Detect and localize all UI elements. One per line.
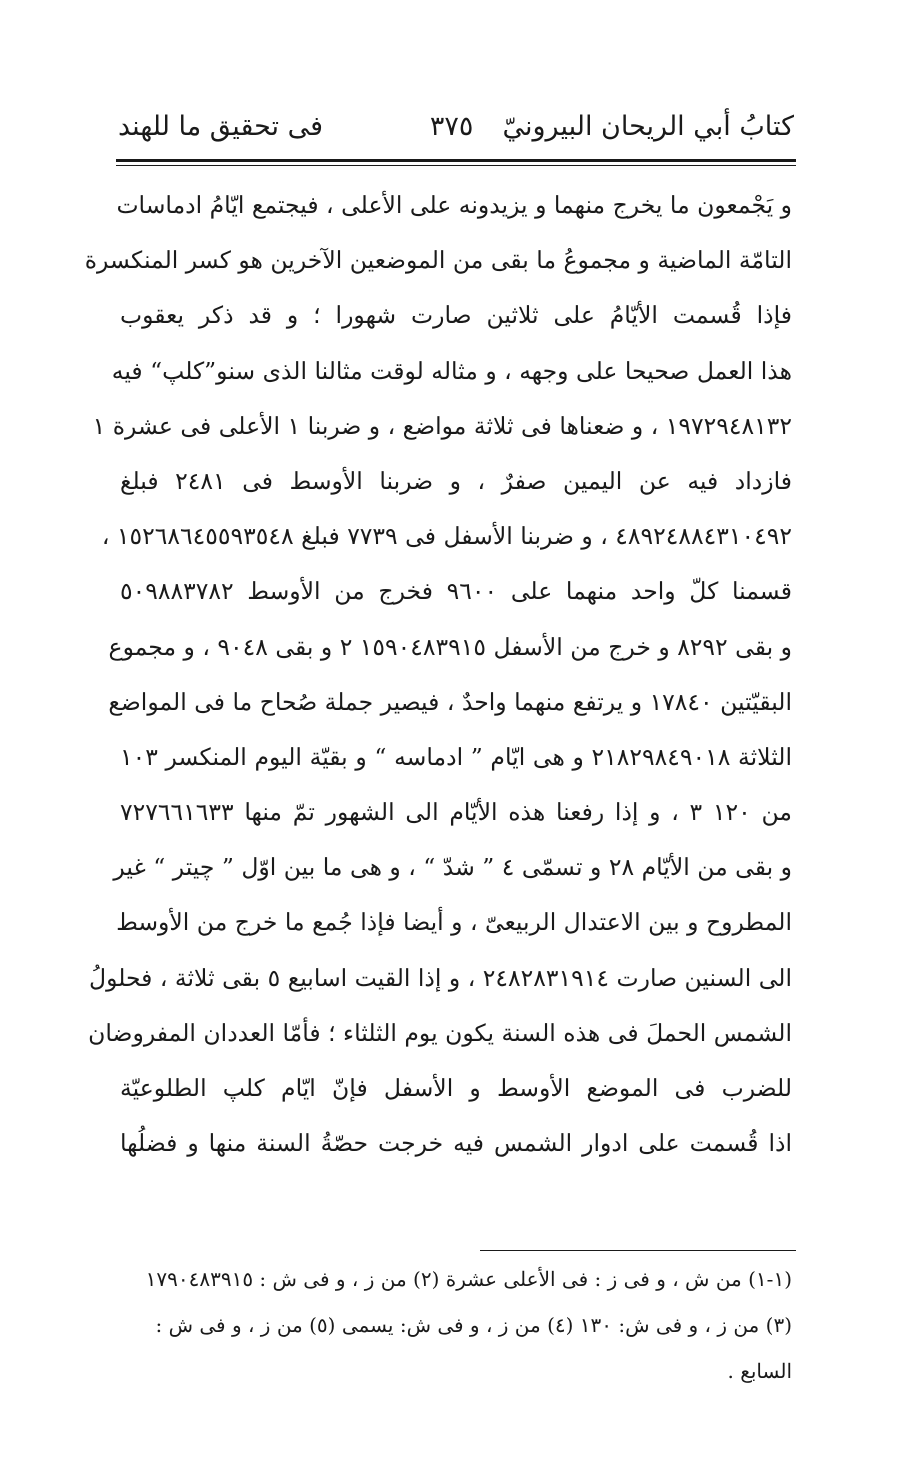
text-line: المطروح و بين الاعتدال الربيعىّ ، و أيضا فإذا جُمع ما خرج من الأوسط xyxy=(116,908,792,937)
text-line: هذا العمل صحيحا على وجهه ، و مثاله لوقت مثالنا الذى سنو”كلپ“ فيه xyxy=(111,356,792,385)
header-section-title: فى تحقيق ما للهند xyxy=(118,110,324,142)
text-line: و يَجْمعون ما يخرج منهما و يزيدونه على الأعلى ، فيجتمع ايّامُ ادماسات xyxy=(116,191,792,219)
text-line: فازداد فيه عن اليمين صفرٌ ، و ضربنا الأوسط فى ٢٤٨١ فبلغ xyxy=(120,466,792,495)
text-line: فإذا قُسمت الأيّامُ على ثلاثين صارت شهورا ؛ و قد ذكر يعقوب xyxy=(120,301,792,330)
text-line: و بقى من الأيّام ٢٨ و تسمّى ٤ ” شدّ “ ، و هى ما بين اوّل ” چيتر “ غير xyxy=(113,853,792,882)
main-text xyxy=(84,178,792,1171)
footnote-line: السابع . xyxy=(727,1359,792,1383)
header-book-title: كتابُ أبي الريحان البيرونيّ xyxy=(502,110,794,142)
footnote-line: (٣) من ز ، و فى ش: ١٣٠ (٤) من ز ، و فى ش: يسمى (٥) من ز ، و فى ش : xyxy=(155,1313,792,1337)
text-line: التامّة الماضية و مجموعُ ما بقى من الموضعين الآخرين هو كسر المنكسرة xyxy=(84,246,792,275)
text-line: البقيّتين ١٧٨٤٠ و يرتفع منهما واحدٌ ، فيصير جملة صُحاح ما فى المواضع xyxy=(108,687,792,716)
header-rule-thin xyxy=(116,165,796,166)
text-line: الثلاثة ٢١٨٢٩٨٤٩٠١٨ و هى ايّام ” ادماسه “ و بقيّة اليوم المنكسر ١٠٣ xyxy=(120,742,792,771)
footnotes xyxy=(120,1256,792,1394)
running-header xyxy=(118,98,794,154)
page-number: ٣٧٥ xyxy=(429,110,474,142)
text-line: من ١٢٠ ٣ ، و إذا رفعنا هذه الأيّام الى الشهور تمّ منها ٧٢٧٦٦١٦٣٣ xyxy=(120,798,792,827)
text-line: الى السنين صارت ٢٤٨٢٨٣١٩١٤ ، و إذا القيت اسابيع ٥ بقى ثلاثة ، فحلولُ xyxy=(89,963,792,992)
header-rule-thick xyxy=(116,159,796,162)
text-line: للضرب فى الموضع الأوسط و الأسفل فإنّ ايّام كلپ الطلوعيّة xyxy=(120,1074,792,1102)
text-line: اذا قُسمت على ادوار الشمس فيه خرجت حصّةُ السنة منها و فضلُها xyxy=(120,1129,792,1158)
text-line: ١٩٧٢٩٤٨١٣٢ ، و ضعناها فى ثلاثة مواضع ، و ضربنا ١ الأعلى فى عشرة ١ xyxy=(92,411,792,440)
text-line: ٤٨٩٢٤٨٨٤٣١٠٤٩٢ ، و ضربنا الأسفل فى ٧٧٣٩ فبلغ ١٥٢٦٨٦٤٥٥٩٣٥٤٨ ، xyxy=(101,522,792,551)
footnote-separator xyxy=(480,1250,796,1251)
footnote-line: (١-١) من ش ، و فى ز : فى الأعلى عشرة (٢) من ز ، و فى ش : ١٧٩٠٤٨٣٩١٥ xyxy=(145,1267,792,1291)
text-line: قسمنا كلّ واحد منهما على ٩٦٠٠ فخرج من الأوسط ٥٠٩٨٨٣٧٨٢ xyxy=(120,577,792,606)
text-line: و بقى ٨٢٩٢ و خرج من الأسفل ١٥٩٠٤٨٣٩١٥ ٢ و بقى ٩٠٤٨ ، و مجموع xyxy=(108,632,792,661)
text-line: الشمس الحملَ فى هذه السنة يكون يوم الثلثاء ؛ فأمّا العددان المفروضان xyxy=(88,1018,792,1047)
